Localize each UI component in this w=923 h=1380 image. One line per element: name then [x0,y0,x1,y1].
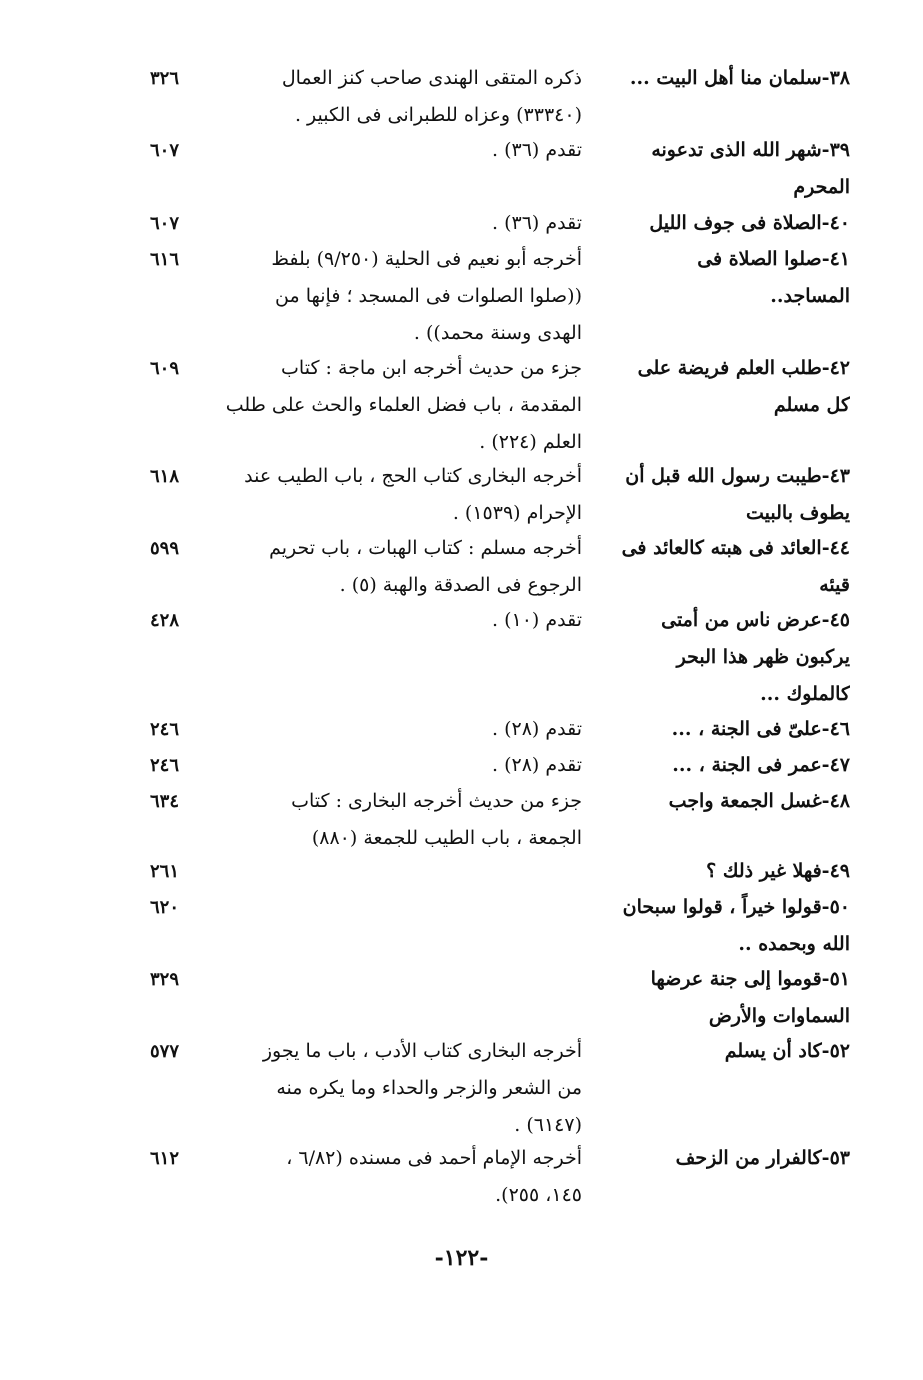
page-reference-value: ٦١٨ [150,466,180,487]
hadith-text-line: ٣٨-سلمان منا أهل البيت ... [629,67,850,89]
takhrij-source-line: المقدمة ، باب فضل العلماء والحث على طلب [225,394,582,416]
takhrij-source-line: الهدى وسنة محمد)) . [413,322,582,344]
page-reference [150,889,204,926]
hadith-text-line: المساجد.. [770,285,850,307]
takhrij-source-line: أخرجه مسلم : كتاب الهبات ، باب تحريم [269,537,582,559]
hadith-text-line: يركبون ظهر هذا البحر [676,646,850,668]
page-reference-value: ٢٤٦ [150,719,180,740]
takhrij-source [220,60,582,134]
page-reference [150,241,204,278]
takhrij-source-line: أخرجه الإمام أحمد فى مسنده (٦/٨٢ ، [286,1147,582,1169]
takhrij-source-line: العلم (٢٢٤) . [479,431,582,453]
takhrij-source [220,1033,582,1144]
takhrij-source [220,602,582,639]
takhrij-source-line: ١٤٥، ٢٥٥). [495,1184,582,1206]
takhrij-source-line: أخرجه البخارى كتاب الأدب ، باب ما يجوز [262,1040,582,1062]
page-reference-value: ٥٩٩ [150,538,180,559]
page-reference [150,132,204,169]
hadith-text-line: ٤٧-عمر فى الجنة ، ... [672,754,850,776]
page-reference [150,602,204,639]
page-reference [150,853,204,890]
page-reference-value: ٢٦١ [150,861,180,882]
hadith-text-line: ٤٣-طيبت رسول الله قبل أن [625,465,850,487]
takhrij-source-line: جزء من حديث أخرجه البخارى : كتاب [291,790,582,812]
page-reference-value: ٢٤٦ [150,755,180,776]
hadith-text-line: ٤٠-الصلاة فى جوف الليل [649,212,850,234]
page-reference [150,1033,204,1070]
takhrij-source [220,205,582,242]
takhrij-source-line: تقدم (٢٨) . [491,718,582,740]
hadith-text-line: قيئه [819,574,850,596]
hadith-text [598,889,850,963]
takhrij-source [220,1140,582,1214]
hadith-text-line: كل مسلم [773,394,850,416]
hadith-text [598,783,850,820]
hadith-text [598,350,850,424]
page-reference-value: ٦١٢ [150,1148,180,1169]
page-reference [150,530,204,567]
hadith-text-line: ٣٩-شهر الله الذى تدعونه [651,139,850,161]
takhrij-source-line: (٦١٤٧) . [514,1114,582,1136]
page-reference-value: ٦٠٧ [150,140,180,161]
page-reference [150,205,204,242]
hadith-text-line: ٤٤-العائد فى هبته كالعائد فى [621,537,850,559]
takhrij-source [220,747,582,784]
page-reference-value: ٣٢٦ [150,68,180,89]
takhrij-source-line: ((صلوا الصلوات فى المسجد ؛ فإنها من [275,285,582,307]
takhrij-source-line: جزء من حديث أخرجه ابن ماجة : كتاب [281,357,582,379]
page-number: -١٢٢- [434,1245,489,1271]
takhrij-source-line: أخرجه البخارى كتاب الحج ، باب الطيب عند [244,465,582,487]
hadith-text-line: كالملوك ... [760,683,850,705]
page-reference-value: ٦١٦ [150,249,180,270]
takhrij-source [220,530,582,604]
hadith-text [598,205,850,242]
hadith-text [598,530,850,604]
hadith-text-line: ٥٣-كالفرار من الزحف [675,1147,850,1169]
takhrij-source [220,241,582,352]
takhrij-source-line: تقدم (٣٦) . [491,212,582,234]
page-reference-value: ٦٠٩ [150,358,180,379]
hadith-text [598,1140,850,1177]
hadith-text [598,458,850,532]
takhrij-source-line: تقدم (١٠) . [491,609,582,631]
page-reference-value: ٤٢٨ [150,610,180,631]
takhrij-source [220,458,582,532]
takhrij-source-line: الرجوع فى الصدقة والهبة (٥) . [339,574,582,596]
page-reference-value: ٦٠٧ [150,213,180,234]
takhrij-source [220,132,582,169]
page-reference [150,783,204,820]
takhrij-source-line: تقدم (٣٦) . [491,139,582,161]
hadith-text [598,711,850,748]
hadith-text-line: ٤٢-طلب العلم فريضة على [637,357,850,379]
page-reference [150,458,204,495]
hadith-text-line: ٤٩-فهلا غير ذلك ؟ [706,860,850,882]
hadith-text-line: ٥٢-كاد أن يسلم [724,1040,850,1062]
takhrij-source-line: الجمعة ، باب الطيب للجمعة (٨٨٠) [311,827,582,849]
takhrij-source-line: (٣٣٣٤٠) وعزاه للطبرانى فى الكبير . [294,104,582,126]
hadith-text [598,747,850,784]
page-reference-value: ٣٢٩ [150,969,180,990]
takhrij-source-line: الإحرام (١٥٣٩) . [452,502,582,524]
hadith-text-line: ٥٠-قولوا خيراً ، قولوا سبحان [622,896,850,918]
hadith-text [598,1033,850,1070]
hadith-text [598,961,850,1035]
hadith-text-line: ٤٨-غسل الجمعة واجب [668,790,850,812]
page-reference [150,1140,204,1177]
hadith-text-line: السماوات والأرض [708,1005,850,1027]
page-reference [150,711,204,748]
hadith-text [598,60,850,97]
takhrij-source-line: أخرجه أبو نعيم فى الحلية (٩/٢٥٠) بلفظ [271,248,582,270]
page-reference [150,350,204,387]
hadith-text [598,853,850,890]
page-reference-value: ٦٢٠ [150,897,180,918]
page-reference [150,961,204,998]
hadith-text-line: ٥١-قوموا إلى جنة عرضها [650,968,850,990]
takhrij-source [220,783,582,857]
page-reference-value: ٦٣٤ [150,791,180,812]
page-reference [150,747,204,784]
hadith-text-line: يطوف بالبيت [746,502,850,524]
takhrij-source-line: ذكره المتقى الهندى صاحب كنز العمال [281,67,582,89]
page-reference [150,60,204,97]
hadith-text-line: المحرم [793,176,850,198]
hadith-text-line: الله وبحمده .. [738,933,850,955]
takhrij-source-line: تقدم (٢٨) . [491,754,582,776]
takhrij-source [220,350,582,461]
hadith-text [598,602,850,713]
takhrij-source [220,711,582,748]
hadith-text-line: ٤١-صلوا الصلاة فى [697,248,850,270]
hadith-text [598,241,850,315]
hadith-text-line: ٤٥-عرض ناس من أمتى [661,609,850,631]
hadith-text-line: ٤٦-علىّ فى الجنة ، ... [671,718,850,740]
page-reference-value: ٥٧٧ [150,1041,180,1062]
takhrij-source-line: من الشعر والزجر والحداء وما يكره منه [276,1077,582,1099]
hadith-text [598,132,850,206]
